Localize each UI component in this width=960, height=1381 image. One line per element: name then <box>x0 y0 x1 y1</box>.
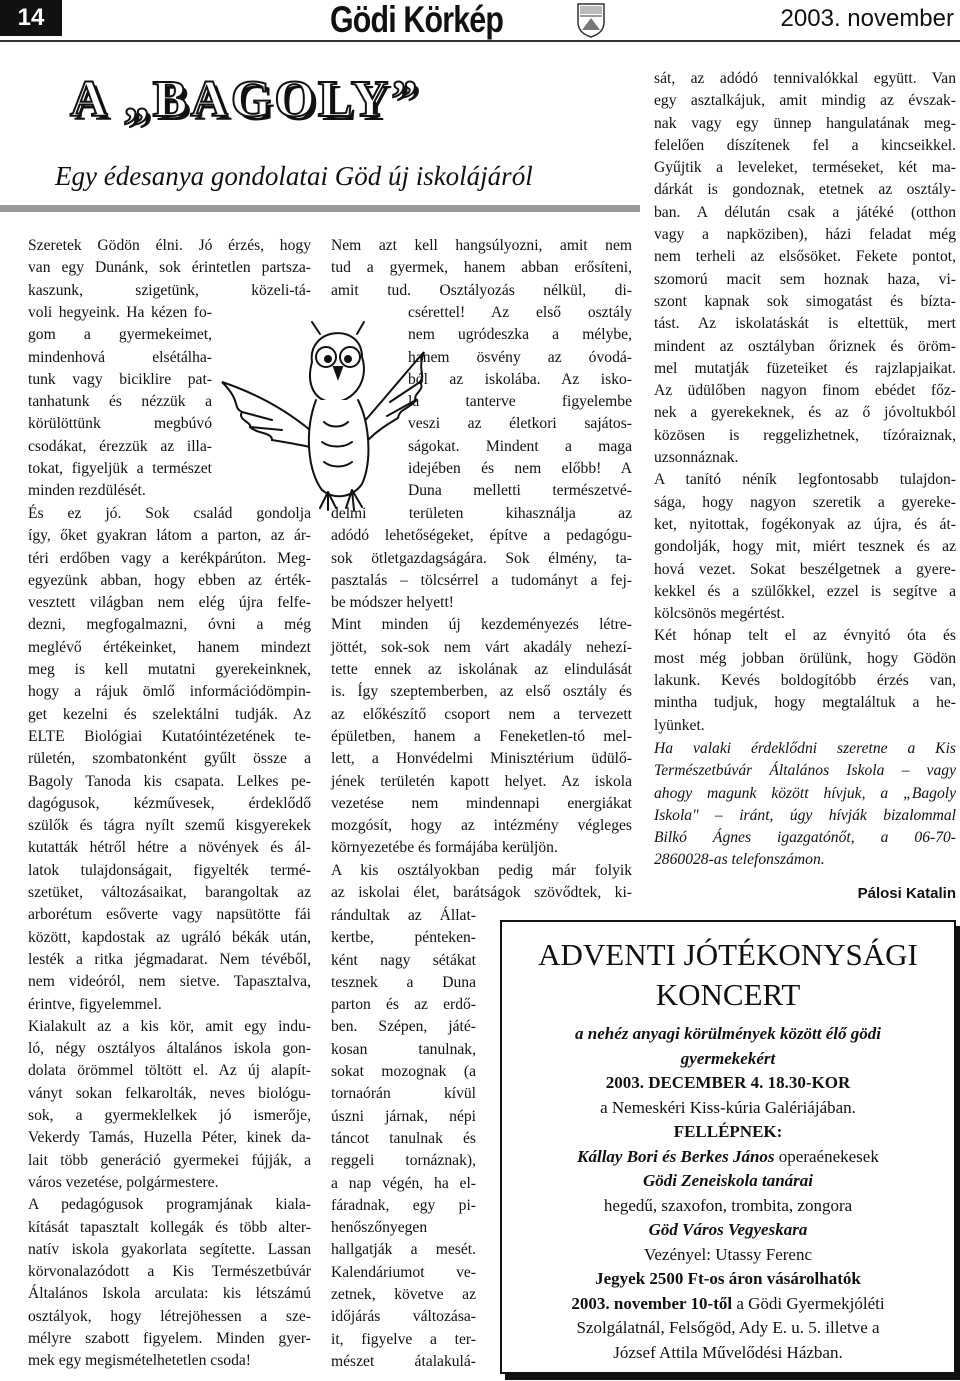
performer-1-role: operaénekesek <box>774 1146 879 1166</box>
text-line: hová vezet. Sokat beszélgetnek a gyere- <box>654 560 956 578</box>
text-line: it, figyelve a ter- <box>331 1330 476 1348</box>
text-line: rületén, szombatonként gyűlt össze a <box>28 750 311 768</box>
text-line: Mint minden új kezdeményezés létre- <box>331 616 632 634</box>
text-line: sok, a gyermeklelkek jó ismerője, <box>28 1107 311 1125</box>
column-1-top <box>28 235 311 302</box>
text-line: Nem azt kell hangsúlyozni, amit nem <box>331 237 632 254</box>
performer-1 <box>502 1145 954 1170</box>
text-line: ványt sokan felkarolták, neves biológu- <box>28 1084 311 1102</box>
sale-info-3: József Attila Művelődési Házban. <box>613 1342 843 1362</box>
text-line: jének területén kapott helyet. Az iskola <box>331 772 632 790</box>
text-line: így, őket gyakran látom a parton, az ár- <box>28 527 311 545</box>
text-line: kölcsönös megértést. <box>654 605 785 623</box>
text-line: voli hegyeink. Ha kézen fo- <box>28 304 212 321</box>
article-subtitle: Egy édesanya gondolatai Göd új iskolájáról <box>55 161 533 191</box>
text-line: sok ötletgazdagságára. Sok élmény, ta- <box>331 549 632 567</box>
text-line: szont kapnak sok simogatást és bízta- <box>654 292 956 310</box>
closing-note <box>654 738 956 872</box>
text-line: tokat, figyeljük a természet <box>28 460 212 478</box>
sale-info-2: Szolgálatnál, Felsőgöd, Ady E. u. 5. illetve a <box>576 1318 880 1337</box>
text-line: ként nagy sétákat <box>331 951 476 969</box>
sale-info-1 <box>502 1292 954 1317</box>
text-line: ket, nyitottak, fogékonyak az újra, és át- <box>654 515 956 533</box>
text-line: egyezünk abban, hogy ebben az érték- <box>28 571 311 589</box>
instruments: hegedű, szaxofon, trombita, zongora <box>603 1195 853 1215</box>
text-line: meg is kell mutatni gyerekeinknek, <box>28 661 311 679</box>
text-line: felelően díszítenek fel a kincseikkel. <box>654 136 956 154</box>
text-line: parton és az erdő- <box>331 996 476 1014</box>
concert-subtitle-2: gyermekekért <box>680 1048 776 1068</box>
issue-date: 2003. november <box>780 5 954 32</box>
text-line: tást. Az iskolatáskát is eltettük, mert <box>654 315 956 333</box>
text-line: Gyűjtik a leveleket, terméseket, két ma- <box>654 159 956 177</box>
text-line: fáradnak, egy pi- <box>331 1196 476 1214</box>
text-line: natív iskola gyakorlata segítette. Lassan <box>28 1240 311 1258</box>
text-line: És ez jó. Sok család gondolja <box>28 505 311 522</box>
text-line: téri erdőben vagy a kerékpárúton. Meg- <box>28 549 311 567</box>
text-line: város vezetése, polgármestere. <box>28 1173 219 1191</box>
column-2-top <box>331 235 632 302</box>
text-line: mindenhová elsétálha- <box>28 348 212 366</box>
text-line: szülők és tágra nyílt szemű kisgyerekek <box>28 817 311 835</box>
text-line: A pedagógusok programjának kiala- <box>28 1196 311 1214</box>
text-line: latok tulajdonságait, figyelték termé- <box>28 861 311 879</box>
text-line: csodákat, érezzük az illa- <box>28 437 212 455</box>
text-line: mozgósít, hogy az intézmény végleges <box>331 817 632 835</box>
text-line: nak vagy egy ünnep hangulatának meg- <box>654 114 956 132</box>
text-line: adódó lehetőségeket, építve a pedagógu- <box>331 527 632 545</box>
text-line: reggeli tornáznak), <box>331 1152 476 1170</box>
text-line: közösen is reggelizhetnek, tízóraiznak, <box>654 426 956 444</box>
text-line: között, kapdostak az ugráló békák után, <box>28 928 311 946</box>
owl-illustration <box>212 312 432 517</box>
text-line: kekkel és a szülőkkel, ezzel is segítve a <box>654 582 956 600</box>
text-line: tanhatunk és nézzük a <box>28 393 212 411</box>
text-line: körvonalazódott a Kis Természetbúvár <box>28 1263 311 1281</box>
text-line: Természetbúvár Általános Iskola – vagy <box>654 762 956 780</box>
text-line: nek a gyerekeknek, és az ő jóvoltukból <box>654 404 956 422</box>
text-line: lyünket. <box>654 716 705 734</box>
text-line: henőszőnyegen <box>331 1219 428 1237</box>
text-line: Szeretek Gödön élni. Jó érzés, hogy <box>28 237 311 254</box>
text-line: időjárás változása- <box>331 1308 476 1326</box>
text-line: tud a gyermek, hanem abban erősíteni, <box>331 259 632 277</box>
text-line: vagy a napköziben), házi feladat még <box>654 226 956 244</box>
text-line: Bilkó Ágnes igazgatónőt, a 06-70- <box>654 829 956 847</box>
text-line: uzsonnáznak. <box>654 449 739 467</box>
text-line: vezetése nem mindennapi energiákat <box>331 794 632 812</box>
text-line: be módszer helyett! <box>331 594 454 612</box>
text-line: Általános Iskola arculata: kis létszámú <box>28 1285 311 1303</box>
text-line: sokat mozognak (a <box>331 1063 476 1081</box>
sale-place-1: a Gödi Gyermekjóléti <box>732 1293 885 1313</box>
text-line: ságokat. Mindent a maga <box>408 437 632 455</box>
text-line: sát, az adódó tennivalókkal együtt. Van <box>654 70 956 87</box>
text-line: get kezelni és szelektálni tudják. Az <box>28 705 311 723</box>
text-line: mindent az osztályban őriznek és öröm- <box>654 337 956 355</box>
text-line: arborétum esőverte vagy napsütötte fái <box>28 906 311 924</box>
text-line: ló, négy osztályos általános iskola gon- <box>28 1040 311 1058</box>
title-divider <box>0 205 640 212</box>
text-line: meglévő értékeinket, hanem mindezt <box>28 638 311 656</box>
text-line: hanem ösvény az óvodá- <box>408 348 632 366</box>
text-line: kutatták hétről hétre a növények és ál- <box>28 839 311 857</box>
conductor: Vezényel: Utassy Ferenc <box>643 1244 813 1264</box>
text-line: pasztalás – tölcsérrel a tudományt a fej- <box>331 571 632 589</box>
text-line: szomorú macit sem hoznak haza, vi- <box>654 270 956 288</box>
text-line: az előkészítő csoport nem a tervezett <box>331 705 632 723</box>
text-line: kítását tapasztalt kollegák és több alter- <box>28 1218 311 1236</box>
performers-heading: FELLÉPNEK: <box>673 1122 783 1141</box>
page-number: 14 <box>0 0 62 36</box>
text-line: nem videóról, nem sietve. Tapasztalva, <box>28 973 311 991</box>
text-line: idejében és nem előbb! A <box>408 460 632 478</box>
text-line: A tanító néník legfontosabb tulajdon- <box>654 471 956 489</box>
text-line: zetnek, követve az <box>331 1286 476 1304</box>
text-line: osztályok, hogy létrejöhessen a sze- <box>28 1307 311 1325</box>
text-line: tornaórán kívül <box>331 1085 476 1103</box>
text-line: nem terheli az elsősöket. Fekete pontot, <box>654 248 956 266</box>
text-line: hogy a rájuk ömlő információdömpin- <box>28 683 311 701</box>
text-line: épületben, hanem a Feneketlen-tó mel- <box>331 727 632 745</box>
orchestra: Göd Város Vegyeskara <box>648 1220 808 1239</box>
text-line: Ha valaki érdeklődni szeretne a Kis <box>654 740 956 757</box>
text-line: sága, hogy nagyon szeretik a gyereke- <box>654 493 956 511</box>
publication-title: Gödi Körkép <box>330 0 504 40</box>
text-line: kertbe, pénteken- <box>331 929 476 947</box>
sale-date: 2003. november 10-től <box>571 1293 733 1313</box>
text-line: körülöttünk megbúvó <box>28 415 212 433</box>
text-line: Kalendáriumot ve- <box>331 1263 476 1281</box>
column-1-body <box>28 503 311 1373</box>
article-title: A „BAGOLY” <box>70 71 421 128</box>
text-line: kosan tanulnak, <box>331 1040 476 1058</box>
text-line: mek egy megismételhetetlen csoda! <box>28 1352 251 1370</box>
text-line: dagógusok, kézművesek, érdeklődő <box>28 794 311 812</box>
text-line: a nap végén, ha el- <box>331 1174 476 1192</box>
text-line: nem ugródeszka a mélybe, <box>408 326 632 344</box>
text-line: ból az iskolába. Az isko- <box>408 370 632 388</box>
text-line: lesték a ritka jégmadarat. Nem tévéből, <box>28 950 311 968</box>
text-line: amit tud. Osztályozás nélkül, di- <box>331 281 632 299</box>
concert-title-2: KONCERT <box>655 977 801 1012</box>
text-line: A kis osztályokban pedig már folyik <box>331 861 632 879</box>
text-line: dezni, megfogalmazni, óvni a még <box>28 616 311 634</box>
text-line: tunk vagy biciklire pat- <box>28 370 212 388</box>
text-line: ban. A délután csak a játéké (otthon <box>654 203 956 221</box>
text-line: Az üdülőben nagyon finom ebédet főz- <box>654 382 956 400</box>
concert-datetime: 2003. DECEMBER 4. 18.30-KOR <box>605 1073 851 1092</box>
coat-of-arms-icon <box>576 2 606 38</box>
text-line: van egy Dunánk, sok érintetlen partsza- <box>28 259 311 277</box>
text-line: az iskolai élet, barátságok szövődtek, ki- <box>331 884 632 902</box>
concert-subtitle-1: a nehéz anyagi körülmények között élő gödi <box>575 1024 881 1043</box>
text-line: szetüket, változásaikat, barangoltak az <box>28 884 311 902</box>
text-line: lait több generáció gyermekei fújják, a <box>28 1151 311 1169</box>
text-line: ahogy magunk között hívjuk, a „Bagoly <box>654 784 956 802</box>
text-line: gondolják, hogy mit, miért tesznek és az <box>654 538 956 556</box>
text-line: delmi területen kihasználja az <box>331 505 632 522</box>
text-line: kaszunk, szigetünk, közeli-tá- <box>28 281 311 299</box>
text-line: táncot tanulnak és <box>331 1129 476 1147</box>
text-line: úszni járnak, népi <box>331 1107 476 1125</box>
text-line: minden rezdülését. <box>28 482 146 500</box>
text-line: la tanterve figyelembe <box>408 393 632 411</box>
text-line: környezetébe és formájába kerüljön. <box>331 839 558 857</box>
text-line: dolata örömmel töltött el. Az új alapít- <box>28 1062 311 1080</box>
concert-venue: a Nemeskéri Kiss-kúria Galériájában. <box>600 1097 856 1117</box>
text-line: Iskola" – iránt, úgy hívják bizalommal <box>654 806 956 824</box>
text-line: mélyre szabott figyelem. Minden gyer- <box>28 1329 311 1347</box>
text-line: egy asztalkájuk, amit mindig az évszak- <box>654 92 956 110</box>
header-divider <box>0 40 960 42</box>
author-signature: Pálosi Katalin <box>857 885 956 902</box>
text-line: lakunk. Kevés boldogítóbb érzés van, <box>654 672 956 690</box>
text-line: ELTE Biológiai Kutatóintézetének te- <box>28 727 311 745</box>
text-line: 2860028-as telefonszámon. <box>654 851 825 869</box>
column-2-wrap <box>408 302 632 503</box>
text-line: gom a gyermekeimet, <box>28 326 212 344</box>
text-line: rándultak az Állat- <box>331 907 476 924</box>
text-line: Kialakult az a kis kör, amit egy indu- <box>28 1017 311 1035</box>
text-line: csérettel! Az első osztály <box>408 304 632 321</box>
text-line: mészet átalakulá- <box>331 1352 476 1370</box>
text-line: mintha tudjuk, hogy megtaláltuk a he- <box>654 694 956 712</box>
concert-announcement <box>500 920 956 1374</box>
text-line: dárkát is gondoznak, etetnek az osztály- <box>654 181 956 199</box>
ticket-price: Jegyek 2500 Ft-os áron vásárolhatók <box>595 1269 861 1288</box>
text-line: lett, a Honvédelmi Minisztérium üdülő- <box>331 750 632 768</box>
column-2-narrow <box>331 905 476 1373</box>
performer-2: Gödi Zeneiskola tanárai <box>642 1171 813 1190</box>
column-2-body <box>331 503 632 904</box>
column-1-wrap <box>28 302 212 503</box>
text-line: Két hónap telt el az évnyitó óta és <box>654 627 956 645</box>
text-line: most még jobban örülünk, hogy Gödön <box>654 649 956 667</box>
text-line: Duna melletti természetvé- <box>408 482 632 500</box>
text-line: vesztett világban nem elég újra felfe- <box>28 594 311 612</box>
text-line: veszi az életkori sajátos- <box>408 415 632 433</box>
text-line: is. Így szeptemberben, az első osztály és <box>331 683 632 701</box>
text-line: jöttét, sok-sok nem várt akadály nehezí- <box>331 638 632 656</box>
performer-1-name: Kállay Bori és Berkes János <box>577 1146 775 1166</box>
column-3 <box>654 68 956 737</box>
text-line: mel mutatják füzeteiket és rajzlapjaikat. <box>654 359 956 377</box>
text-line: tesznek a Duna <box>331 973 476 991</box>
text-line: ben. Szépen, játé- <box>331 1018 476 1036</box>
concert-title-1: ADVENTI JÓTÉKONYSÁGI <box>538 937 918 972</box>
text-line: Bagoly Tanoda kis csapata. Lelkes pe- <box>28 772 311 790</box>
text-line: Vekerdy Tamás, Huzella Péter, kinek da- <box>28 1129 311 1147</box>
text-line: hallgatják a mesét. <box>331 1241 476 1259</box>
text-line: érintve, figyelemmel. <box>28 995 162 1013</box>
text-line: tette ennek az iskolának az elindulását <box>331 661 632 679</box>
